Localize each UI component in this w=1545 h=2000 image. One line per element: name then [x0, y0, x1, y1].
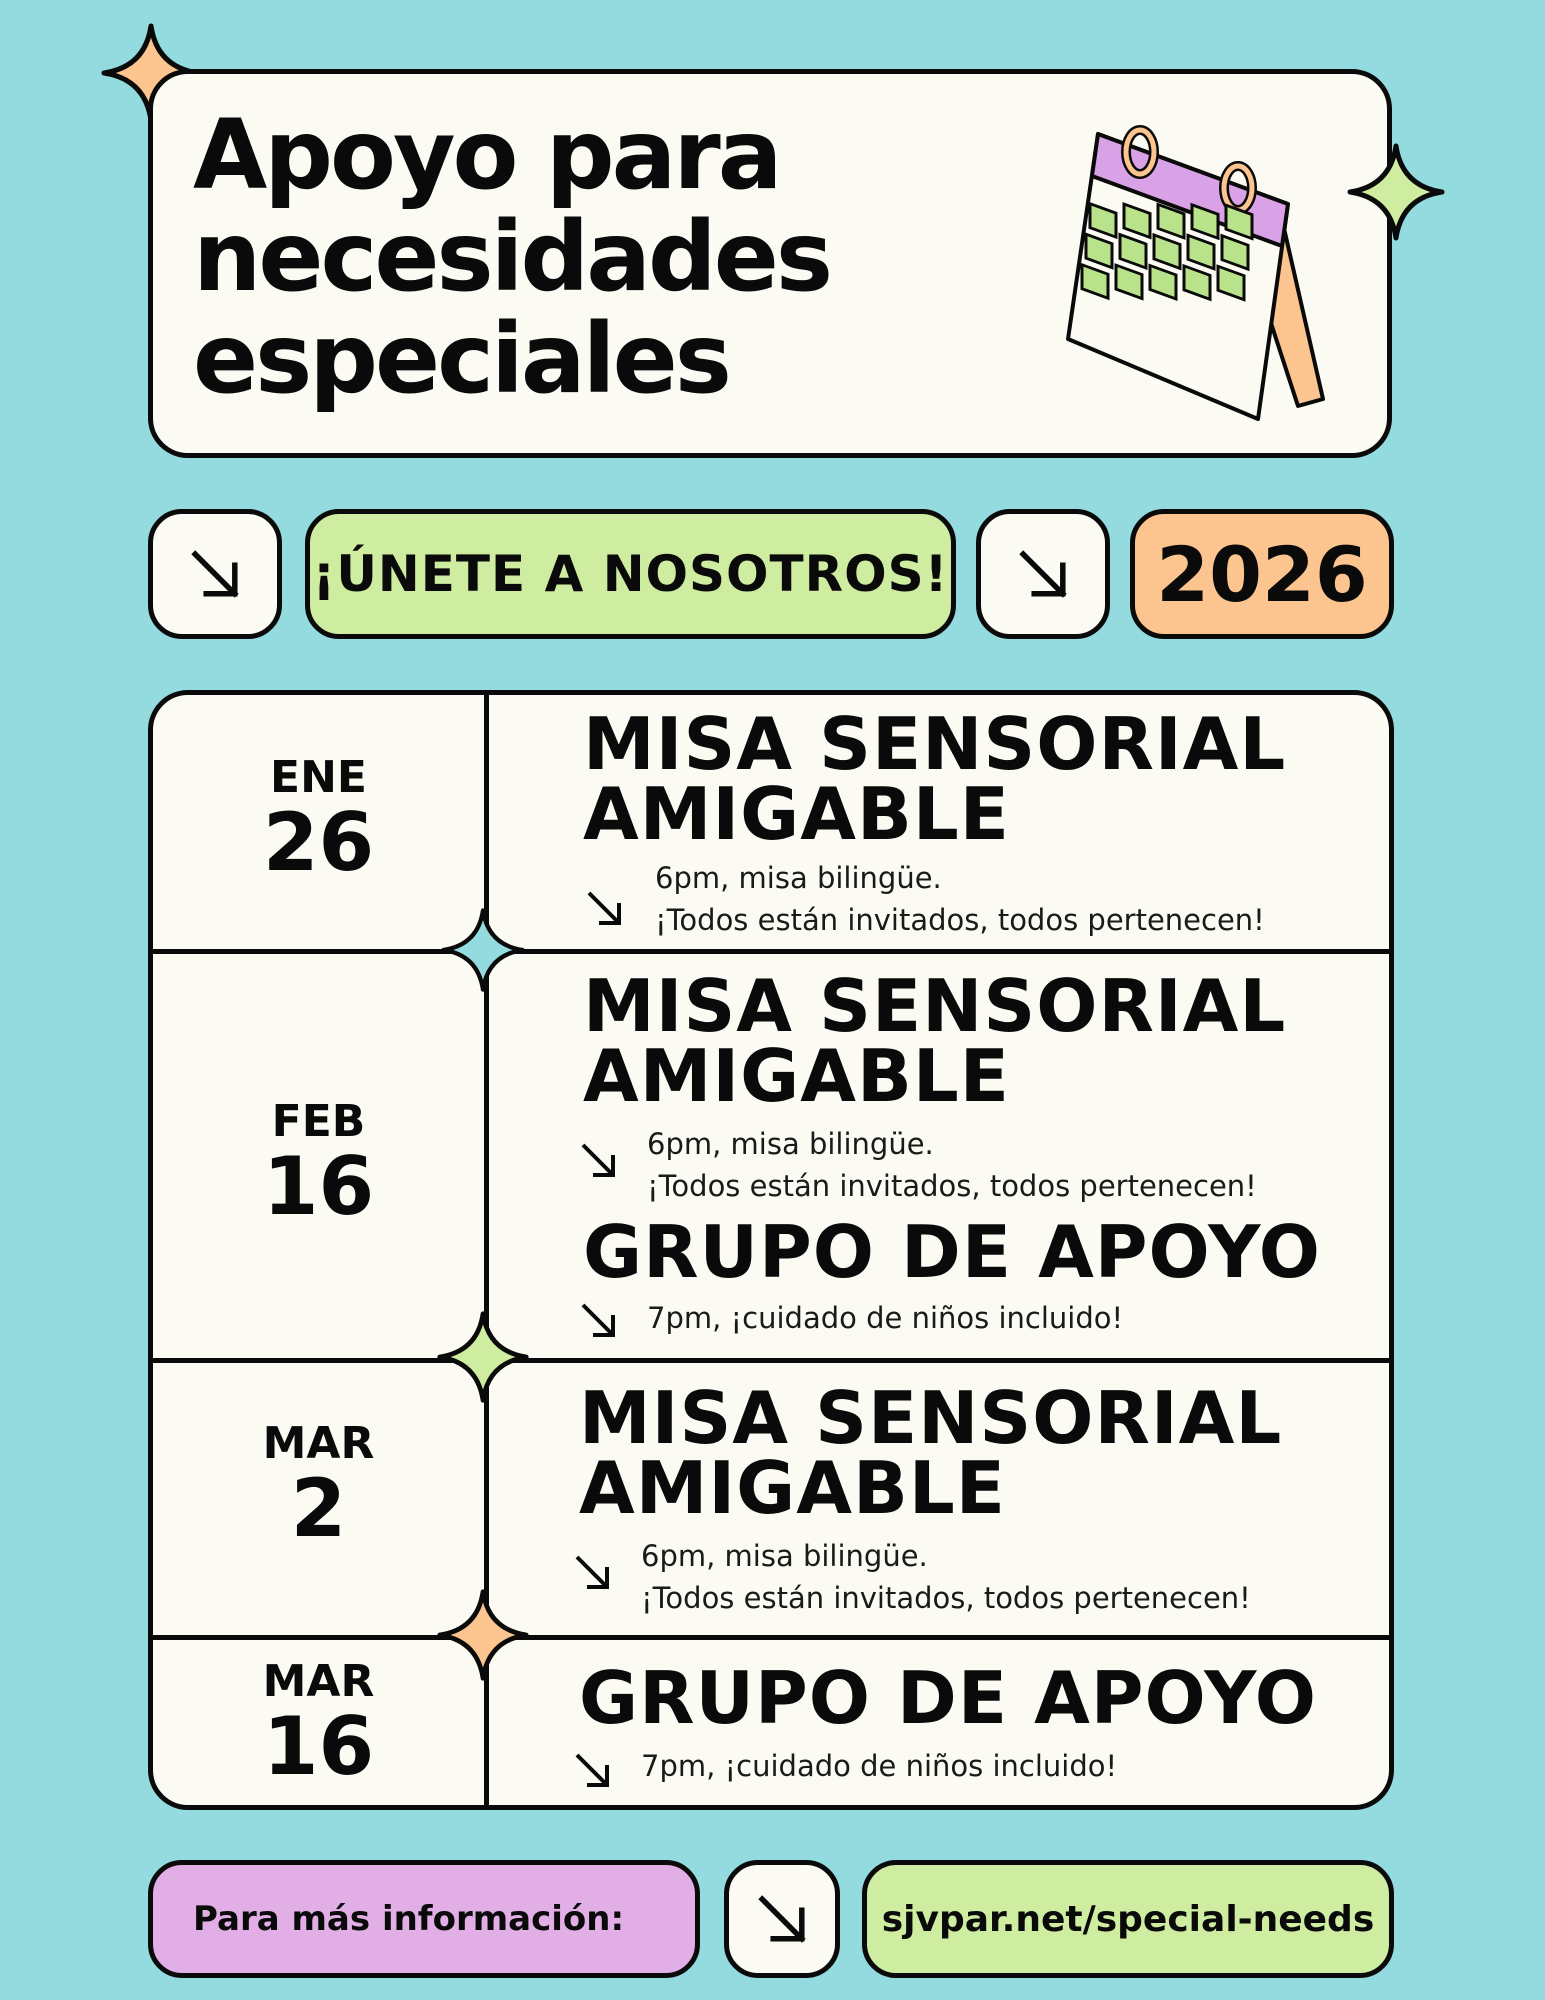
event-title-line: MISA SENSORIAL	[583, 702, 1287, 786]
year-badge	[1130, 509, 1394, 639]
event-date	[153, 1656, 484, 1793]
event-description	[655, 857, 1265, 941]
event-desc-line: 6pm, misa bilingüe.	[647, 1127, 934, 1161]
sparkle-icon	[1346, 142, 1446, 242]
event-title-line: MISA SENSORIAL	[579, 1376, 1283, 1460]
website-link[interactable]	[862, 1860, 1394, 1978]
event-desc-line: 6pm, misa bilingüe.	[655, 861, 942, 895]
event-desc-line: ¡Todos están invitados, todos pertenecen!	[641, 1581, 1251, 1615]
event-title-line: GRUPO DE APOYO	[583, 1210, 1321, 1294]
page-title	[193, 99, 830, 415]
event-title	[583, 1210, 1321, 1294]
date-month: ENE	[270, 752, 367, 803]
event-title	[583, 702, 1287, 856]
event-schedule	[148, 690, 1394, 1810]
row-divider	[153, 1358, 1389, 1363]
join-banner	[305, 509, 956, 639]
event-title-line: AMIGABLE	[583, 1034, 1010, 1118]
row-divider	[153, 1635, 1389, 1640]
event-title	[579, 1656, 1317, 1740]
arrow-button[interactable]	[976, 509, 1110, 639]
date-day: 16	[262, 1700, 375, 1793]
event-description	[641, 1745, 1117, 1787]
event-desc-line: ¡Todos están invitados, todos pertenecen!	[655, 903, 1265, 937]
date-month: FEB	[271, 1096, 366, 1147]
sparkle-icon	[436, 1588, 530, 1682]
title-line: especiales	[193, 303, 729, 415]
event-title-line: GRUPO DE APOYO	[579, 1656, 1317, 1740]
event-desc-line: 7pm, ¡cuidado de niños incluido!	[641, 1749, 1118, 1783]
sparkle-icon	[440, 907, 526, 993]
arrow-button[interactable]	[724, 1860, 840, 1978]
event-title	[583, 964, 1287, 1118]
title-panel	[148, 69, 1392, 458]
event-description	[641, 1535, 1251, 1619]
event-date	[153, 1418, 484, 1555]
info-banner	[148, 1860, 700, 1978]
row-divider	[153, 949, 1389, 954]
website-url[interactable]: sjvpar.net/special-needs	[881, 1898, 1375, 1940]
join-label: ¡ÚNETE A NOSOTROS!	[312, 545, 949, 603]
event-desc-line: 6pm, misa bilingüe.	[641, 1539, 928, 1573]
title-line: Apoyo para	[193, 99, 780, 211]
event-title	[579, 1376, 1283, 1530]
event-description	[647, 1123, 1257, 1207]
event-description	[647, 1297, 1123, 1339]
arrow-down-right-icon	[749, 1886, 815, 1952]
title-line: necesidades	[193, 201, 830, 313]
date-month: MAR	[262, 1656, 375, 1707]
event-desc-line: ¡Todos están invitados, todos pertenecen!	[647, 1169, 1257, 1203]
arrow-down-right-icon	[583, 887, 627, 931]
event-title-line: MISA SENSORIAL	[583, 964, 1287, 1048]
event-date	[153, 1096, 484, 1233]
arrow-down-right-icon	[182, 541, 248, 607]
sparkle-icon	[436, 1310, 530, 1404]
event-title-line: AMIGABLE	[583, 772, 1010, 856]
arrow-down-right-icon	[571, 1749, 615, 1793]
info-label: Para más información:	[193, 1899, 625, 1939]
date-month: MAR	[262, 1418, 375, 1469]
arrow-button[interactable]	[148, 509, 282, 639]
arrow-down-right-icon	[577, 1299, 621, 1343]
event-title-line: AMIGABLE	[579, 1446, 1006, 1530]
date-day: 26	[262, 796, 375, 889]
arrow-down-right-icon	[577, 1139, 621, 1183]
arrow-down-right-icon	[571, 1551, 615, 1595]
event-date	[153, 752, 484, 889]
date-day: 16	[262, 1140, 375, 1233]
date-day: 2	[290, 1462, 347, 1555]
calendar-icon	[1058, 114, 1358, 434]
event-desc-line: 7pm, ¡cuidado de niños incluido!	[647, 1301, 1124, 1335]
arrow-down-right-icon	[1010, 541, 1076, 607]
year-label: 2026	[1156, 529, 1368, 619]
